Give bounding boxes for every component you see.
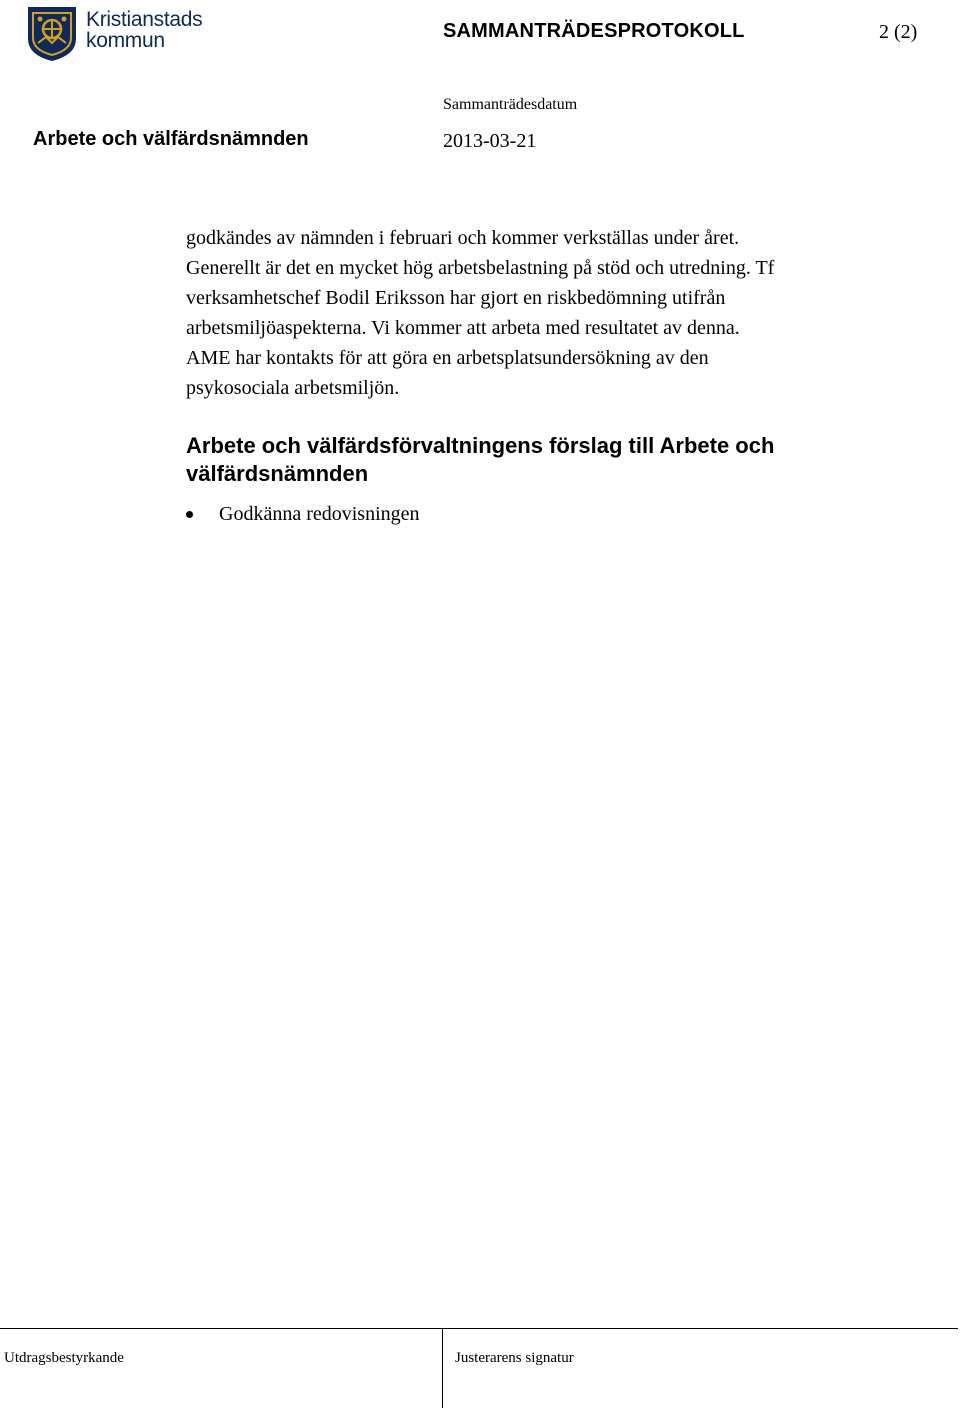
proposal-list bbox=[186, 500, 420, 528]
footer-extract-certification: Utdragsbestyrkande bbox=[4, 1350, 124, 1366]
body-line: psykosociala arbetsmiljön. bbox=[186, 377, 400, 399]
footer-rule bbox=[0, 1328, 958, 1329]
logo-line-2: kommun bbox=[86, 29, 165, 52]
coat-of-arms-icon bbox=[26, 5, 78, 63]
body-line: verksamhetschef Bodil Eriksson har gjort en riskbedömning utifrån bbox=[186, 287, 726, 309]
body-line: arbetsmiljöaspekterna. Vi kommer att arbeta med resultatet av denna. bbox=[186, 317, 740, 339]
list-item-text: Godkänna redovisningen bbox=[219, 503, 420, 525]
body-line: Generellt är det en mycket hög arbetsbelastning på stöd och utredning. Tf bbox=[186, 257, 775, 279]
logo-text bbox=[86, 9, 202, 51]
meeting-date-value: 2013-03-21 bbox=[443, 130, 537, 152]
body-line: godkändes av nämnden i februari och kommer verkställas under året. bbox=[186, 227, 740, 249]
body-paragraph bbox=[186, 223, 866, 403]
page-number: 2 (2) bbox=[879, 21, 918, 43]
board-name: Arbete och välfärdsnämnden bbox=[33, 128, 309, 150]
logo bbox=[26, 5, 216, 65]
footer-adjuster-signature: Justerarens signatur bbox=[455, 1350, 574, 1366]
footer-divider bbox=[442, 1328, 443, 1408]
list-item bbox=[186, 500, 420, 528]
section-heading: Arbete och välfärdsförvaltningens förslag till Arbete och välfärdsnämnden bbox=[186, 433, 775, 486]
body-line: AME har kontakts för att göra en arbetsplatsundersökning av den bbox=[186, 347, 709, 369]
logo-line-1: Kristianstads bbox=[86, 8, 203, 31]
meeting-date-label: Sammanträdesdatum bbox=[443, 96, 578, 113]
bullet-icon bbox=[186, 511, 193, 518]
document-title: SAMMANTRÄDESPROTOKOLL bbox=[443, 20, 745, 42]
